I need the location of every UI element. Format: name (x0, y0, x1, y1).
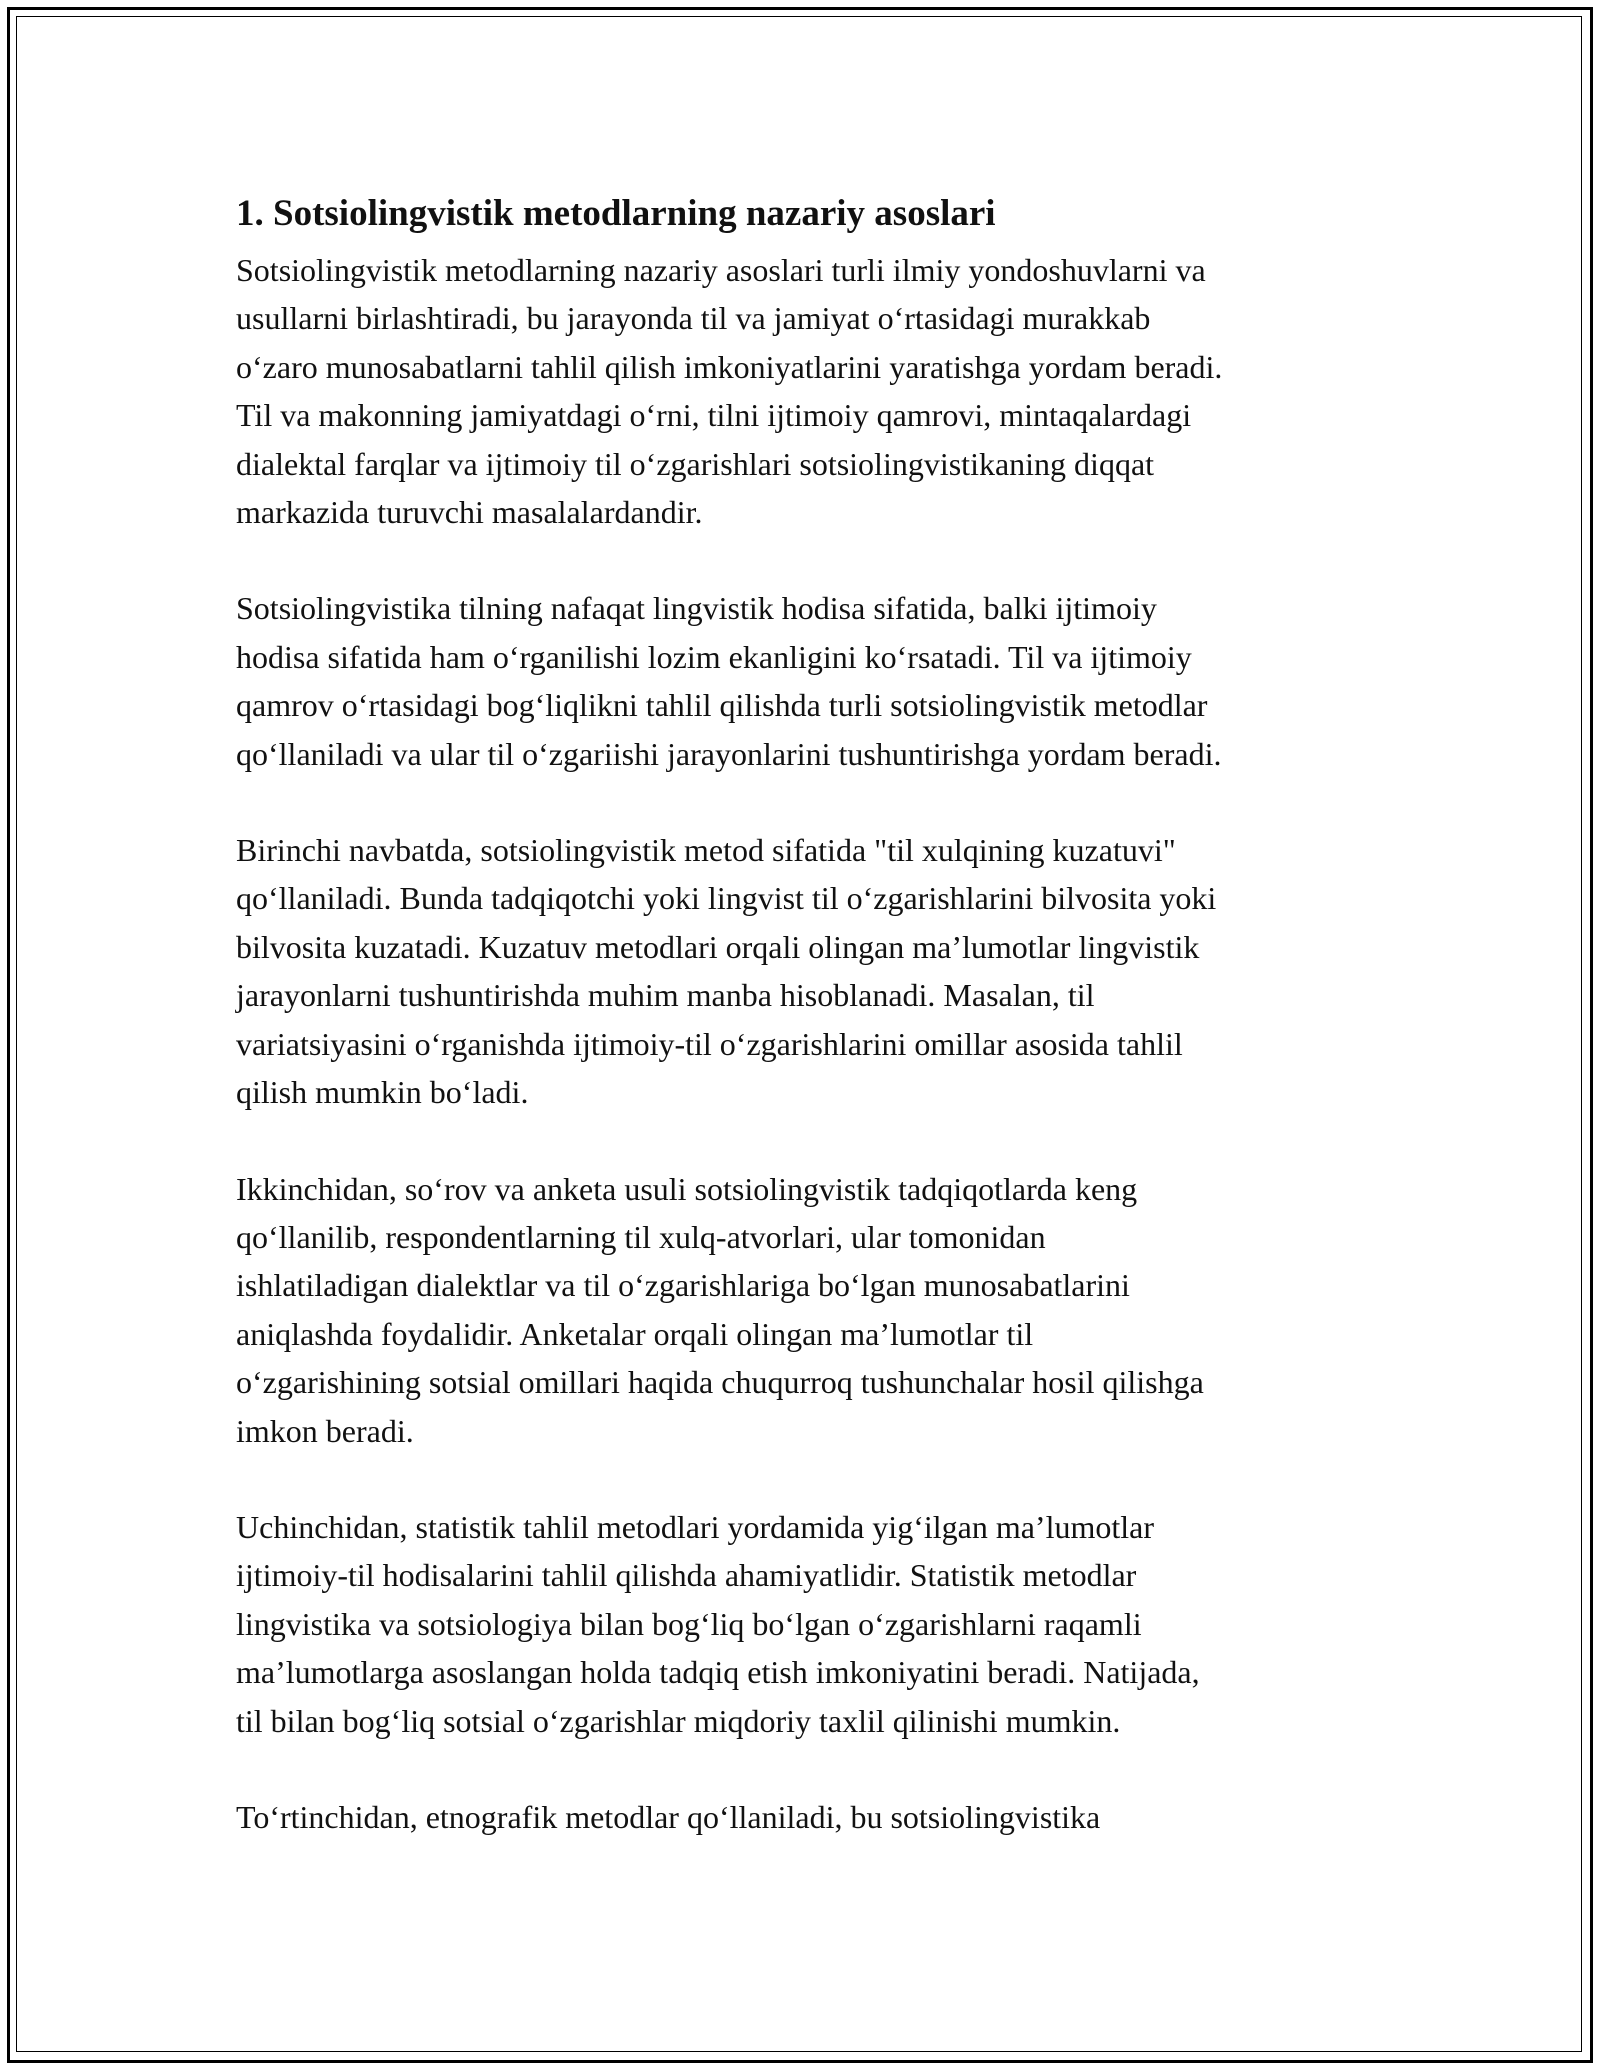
paragraph-line: qoʻllaniladi va ular til oʻzgariishi jarayonlarini tushuntirishga yordam beradi. (236, 735, 1222, 772)
paragraph-line: oʻzgarishining sotsial omillari haqida chuqurroq tushunchalar hosil qilishga (236, 1364, 1204, 1401)
paragraph-line: imkon beradi. (236, 1412, 414, 1449)
paragraph-line: jarayonlarni tushuntirishda muhim manba hisoblanadi. Masalan, til (236, 977, 1095, 1014)
paragraph-line: oʻzaro munosabatlarni tahlil qilish imkoniyatlarini yaratishga yordam beradi. (236, 348, 1223, 385)
paragraph-line: bilvosita kuzatadi. Kuzatuv metodlari orqali olingan maʼlumotlar lingvistik (236, 928, 1200, 965)
paragraph-line: Toʻrtinchidan, etnografik metodlar qoʻllaniladi, bu sotsiolingvistika (236, 1798, 1101, 1835)
paragraph-line: til bilan bogʻliq sotsial oʻzgarishlar miqdoriy taxlil qilinishi mumkin. (236, 1702, 1121, 1739)
paragraph-5 (236, 1503, 1386, 1745)
section-heading: 1. Sotsiolingvistik metodlarning nazariy asoslari (236, 193, 996, 234)
paragraph-list (236, 246, 1386, 1841)
paragraph-line: maʼlumotlarga asoslangan holda tadqiq etish imkoniyatini beradi. Natijada, (236, 1654, 1200, 1691)
paragraph-line: dialektal farqlar va ijtimoiy til oʻzgarishlari sotsiolingvistikaning diqqat (236, 445, 1155, 482)
paragraph-line: qoʻllanilib, respondentlarning til xulq-atvorlari, ular tomonidan (236, 1218, 1046, 1255)
paragraph-4 (236, 1165, 1386, 1455)
paragraph-line: usullarni birlashtiradi, bu jarayonda til va jamiyat oʻrtasidagi murakkab (236, 300, 1151, 337)
paragraph-6 (236, 1793, 1386, 1841)
paragraph-line: ijtimoiy-til hodisalarini tahlil qilishda ahamiyatlidir. Statistik metodlar (236, 1557, 1137, 1594)
document-body (236, 182, 1386, 1889)
paragraph-line: Til va makonning jamiyatdagi oʻrni, tilni ijtimoiy qamrovi, mintaqalardagi (236, 397, 1192, 434)
paragraph-line: qamrov oʻrtasidagi bogʻliqlikni tahlil qilishda turli sotsiolingvistik metodlar (236, 687, 1208, 724)
paragraph-line: markazida turuvchi masalalardandir. (236, 494, 703, 531)
paragraph-line: Ikkinchidan, soʻrov va anketa usuli sotsiolingvistik tadqiqotlarda keng (236, 1170, 1138, 1207)
paragraph-line: Sotsiolingvistika tilning nafaqat lingvistik hodisa sifatida, balki ijtimoiy (236, 590, 1157, 627)
paragraph-line: variatsiyasini oʻrganishda ijtimoiy-til oʻzgarishlarini omillar asosida tahlil (236, 1025, 1183, 1062)
paragraph-line: lingvistika va sotsiologiya bilan bogʻliq boʻlgan oʻzgarishlarni raqamli (236, 1605, 1142, 1642)
paragraph-line: aniqlashda foydalidir. Anketalar orqali olingan maʼlumotlar til (236, 1315, 1034, 1352)
paragraph-line: Sotsiolingvistik metodlarning nazariy asoslari turli ilmiy yondoshuvlarni va (236, 252, 1206, 288)
paragraph-3 (236, 826, 1386, 1116)
paragraph-line: Uchinchidan, statistik tahlil metodlari yordamida yigʻilgan maʼlumotlar (236, 1508, 1154, 1545)
paragraph-1 (236, 246, 1386, 536)
paragraph-line: Birinchi navbatda, sotsiolingvistik metod sifatida "til xulqining kuzatuvi" (236, 832, 1176, 869)
paragraph-line: ishlatiladigan dialektlar va til oʻzgarishlariga boʻlgan munosabatlarini (236, 1267, 1130, 1304)
paragraph-2 (236, 584, 1386, 778)
paragraph-line: qoʻllaniladi. Bunda tadqiqotchi yoki lingvist til oʻzgarishlarini bilvosita yoki (236, 880, 1217, 917)
paragraph-line: hodisa sifatida ham oʻrganilishi lozim ekanligini koʻrsatadi. Til va ijtimoiy (236, 638, 1192, 675)
paragraph-line: qilish mumkin boʻladi. (236, 1074, 529, 1111)
